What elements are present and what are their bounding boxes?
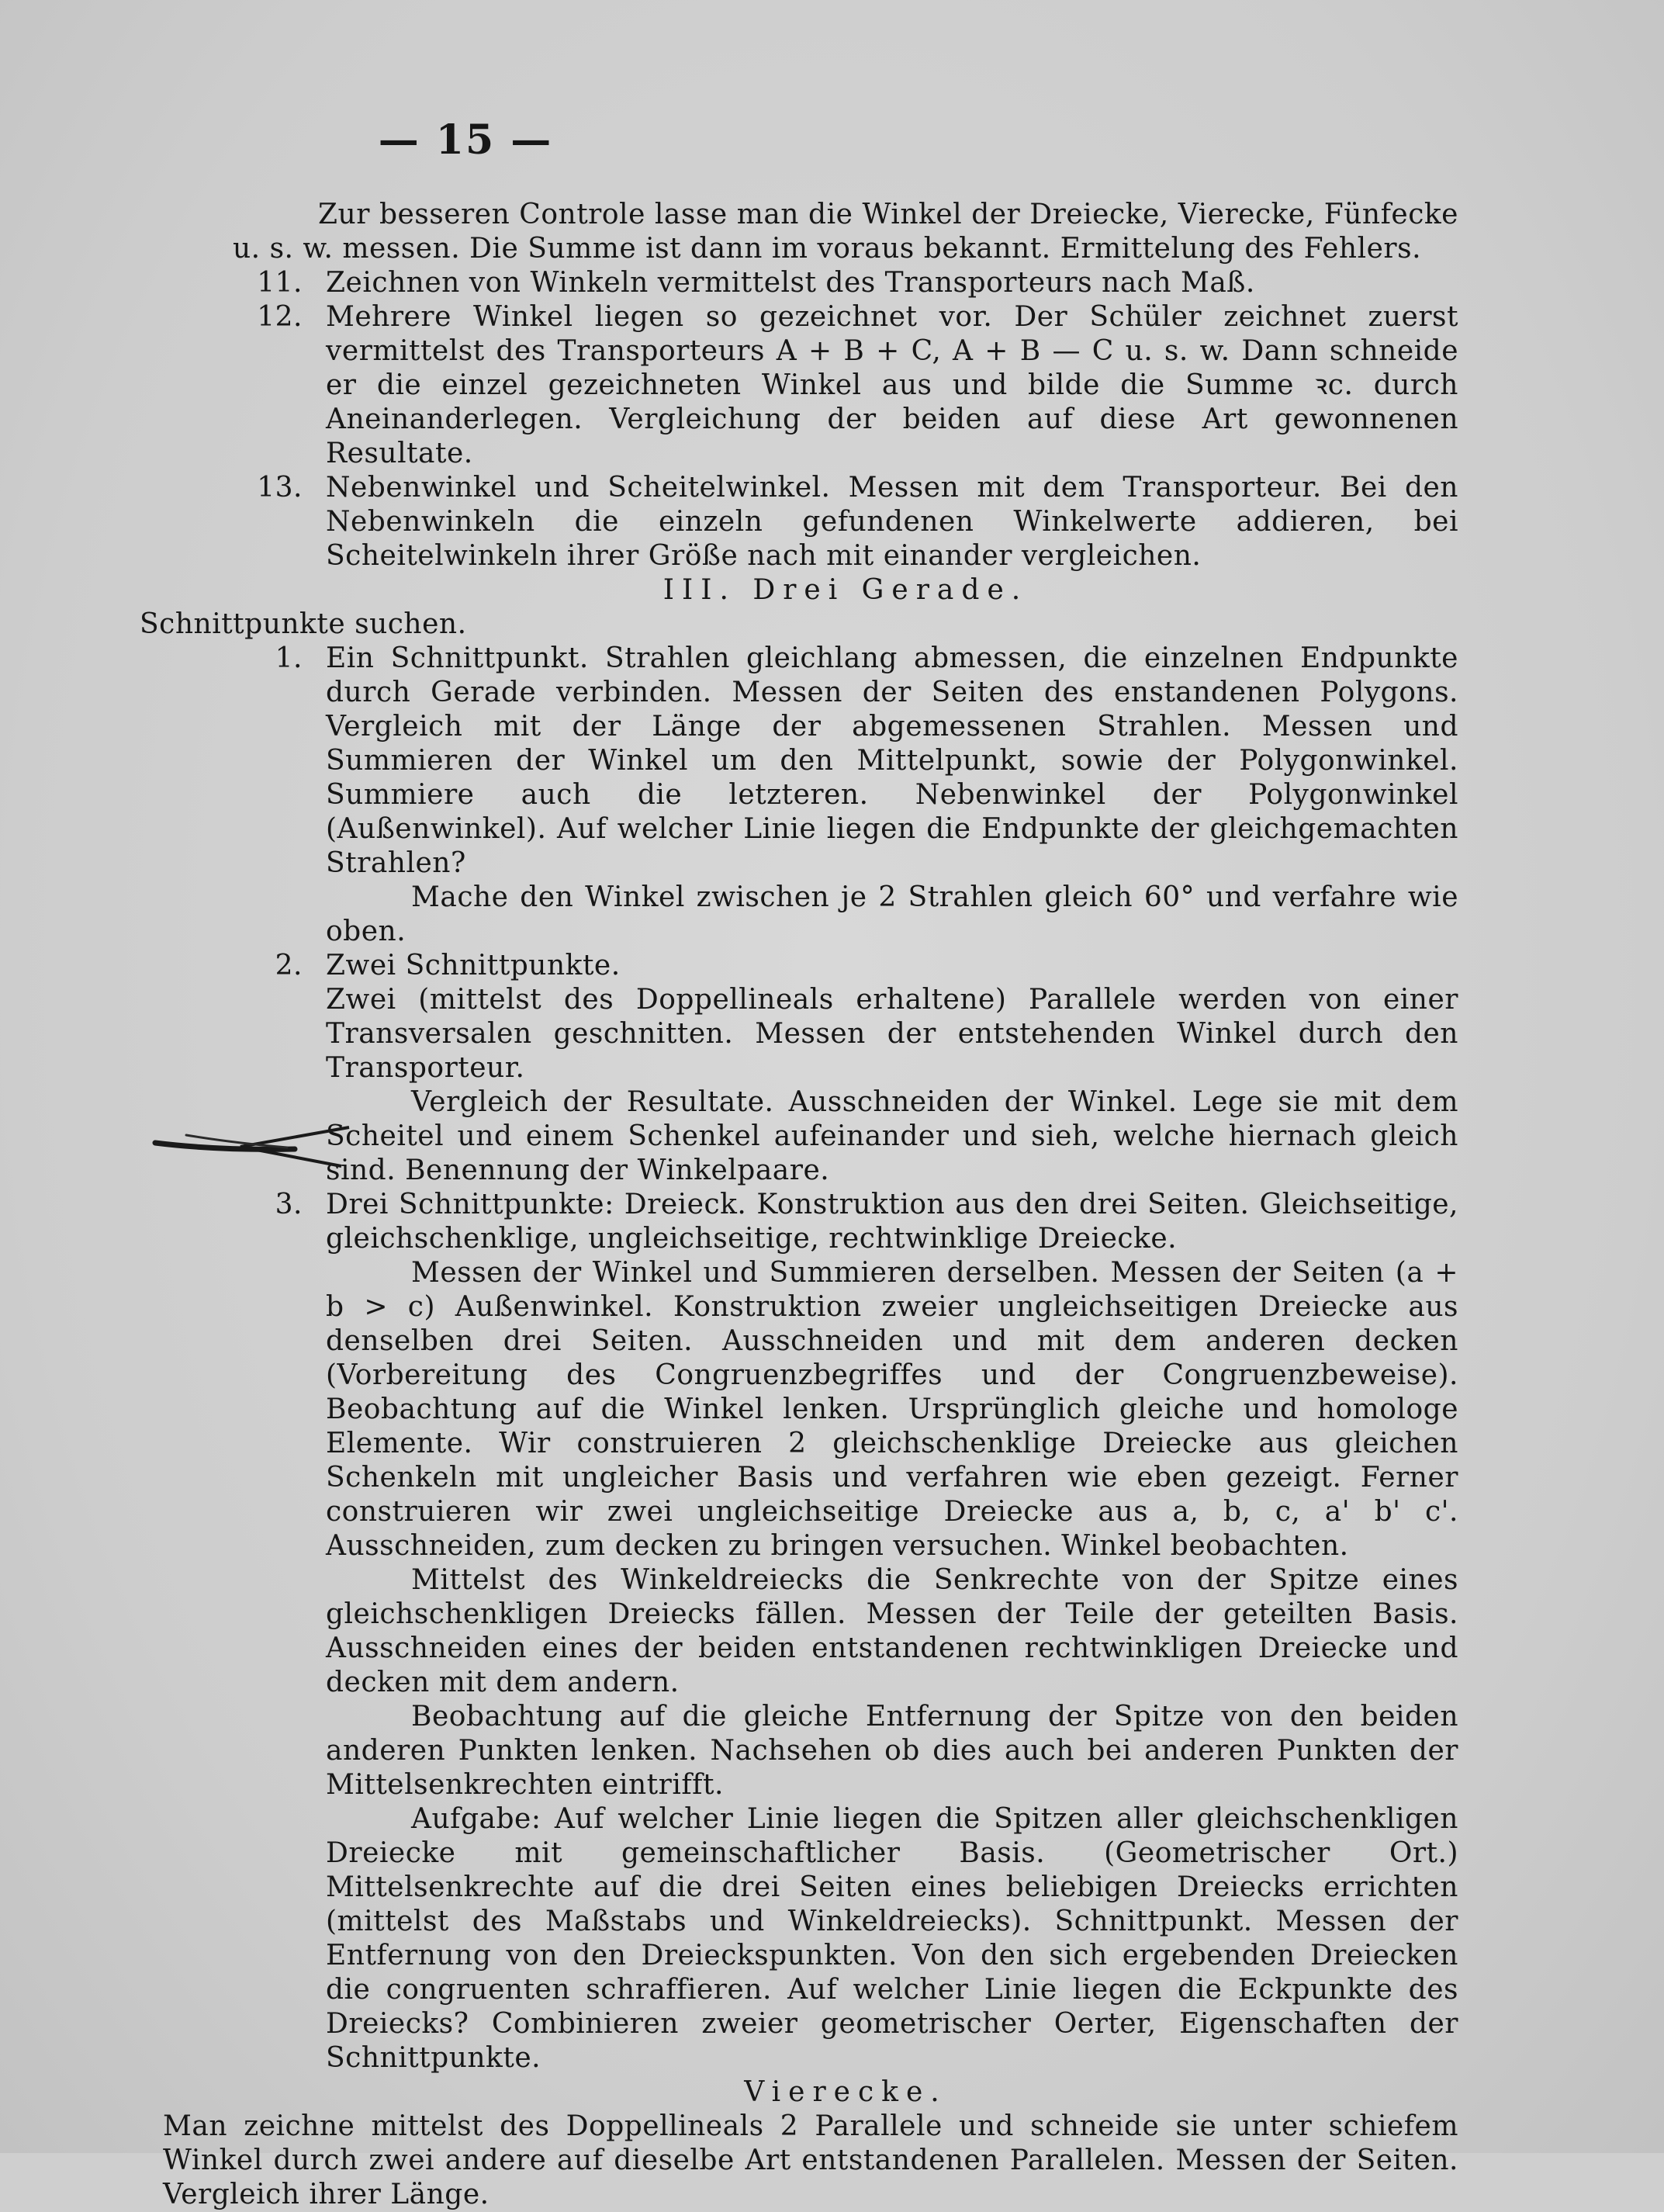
- vierecke-heading: Vierecke.: [744, 2076, 947, 2108]
- intro-paragraph: Zur besseren Controle lasse man die Winkel der Dreiecke, Vierecke, Fünfecke u. s. w. messen. Die Summe ist dann im voraus bekannt. Ermittelung des Fehlers.: [233, 199, 1458, 265]
- item-number: 3.: [275, 1189, 303, 1220]
- list-item: [233, 1188, 1458, 2075]
- item-text: Mehrere Winkel liegen so gezeichnet vor. Der Schüler zeichnet zuerst vermittelst des Transporteurs A + B + C, A + B — C u. s. w. Dann schneide er die einzel gezeichneten Winkel aus und bilde die Summe ꝛc. durch Aneinanderlegen. Vergleichung der beiden auf diese Art gewonnenen Resultate.: [326, 301, 1458, 469]
- page-body: [140, 198, 1458, 2212]
- item-paragraph: Mittelst des Winkeldreiecks die Senkrechte von der Spitze eines gleichschenkligen Dreiecks fällen. Messen der Teile der geteilten Basis. Ausschneiden eines der beiden entstandenen rechtwinkligen Dreiecke und decken mit dem andern.: [326, 1564, 1458, 1698]
- item-number: 2.: [275, 950, 303, 981]
- item-text: Nebenwinkel und Scheitelwinkel. Messen mit dem Transporteur. Bei den Nebenwinkeln die einzeln gefundenen Winkelwerte addieren, bei Scheitelwinkeln ihrer Größe nach mit einander vergleichen.: [326, 472, 1458, 572]
- item-text: Drei Schnittpunkte: Dreieck. Konstruktion aus den drei Seiten. Gleichseitige, gleichschenklige, ungleichseitige, rechtwinklige Dreiecke.: [326, 1189, 1458, 1255]
- list-item: [233, 266, 1458, 300]
- item-number: 13.: [257, 472, 303, 504]
- list-item: [233, 642, 1458, 949]
- item-number: 12.: [257, 301, 303, 333]
- item-number: 1.: [275, 642, 303, 674]
- item-paragraph: Messen der Winkel und Summieren derselben. Messen der Seiten (a + b > c) Außenwinkel. Konstruktion zweier ungleichseitigen Dreiecke aus denselben drei Seiten. Ausschneiden und mit dem anderen decken (Vorbereitung des Congruenzbegriffes und der Congruenzbeweise). Beobachtung auf die Winkel lenken. Ursprünglich gleiche und homologe Elemente. Wir construieren 2 gleichschenklige Dreiecke aus gleichen Schenkeln mit ungleicher Basis und verfahren wie eben gezeigt. Ferner construieren wir zwei ungleichseitige Dreiecke aus a, b, c, a' b' c'. Ausschneiden, zum decken zu bringen versuchen. Winkel beobachten.: [326, 1257, 1458, 1562]
- section-intro: Schnittpunkte suchen.: [140, 608, 467, 640]
- item-title: Zwei Schnittpunkte.: [326, 950, 621, 981]
- item-paragraph: Zwei (mittelst des Doppellineals erhaltene) Parallele werden von einer Transversalen geschnitten. Messen der entstehenden Winkel durch den Transporteur.: [326, 984, 1458, 1084]
- list-item: [233, 471, 1458, 573]
- page-number: — 15 —: [378, 116, 553, 164]
- item-text: Zeichnen von Winkeln vermittelst des Transporteurs nach Maß.: [326, 267, 1255, 299]
- section-heading: III. Drei Gerade.: [662, 574, 1029, 606]
- item-number: 11.: [257, 267, 303, 299]
- item-paragraph: Mache den Winkel zwischen je 2 Strahlen gleich 60° und verfahre wie oben.: [326, 881, 1458, 947]
- handwritten-arrow-mark: [140, 1120, 303, 1174]
- list-item: [233, 300, 1458, 471]
- item-paragraph: Vergleich der Resultate. Ausschneiden der Winkel. Lege sie mit dem Scheitel und einem Schenkel aufeinander und sieh, welche hiernach gleich sind. Benennung der Winkelpaare.: [326, 1086, 1458, 1186]
- list-item: [233, 949, 1458, 1188]
- item-paragraph: Beobachtung auf die gleiche Entfernung der Spitze von den beiden anderen Punkten lenken. Nachsehen ob dies auch bei anderen Punkten der Mittelsenkrechten eintrifft.: [326, 1701, 1458, 1801]
- item-paragraph: Aufgabe: Auf welcher Linie liegen die Spitzen aller gleichschenkligen Dreiecke mit gemeinschaftlicher Basis. (Geometrischer Ort.) Mittelsenkrechte auf die drei Seiten eines beliebigen Dreiecks errichten (mittelst des Maßstabs und Winkeldreiecks). Schnittpunkt. Messen der Entfernung von den Dreieckspunkten. Von den sich ergebenden Dreiecken die congruenten schraffieren. Auf welcher Linie liegen die Eckpunkte des Dreiecks? Combinieren zweier geometrischer Oerter, Eigenschaften der Schnittpunkte.: [326, 1803, 1458, 2074]
- item-text: Ein Schnittpunkt. Strahlen gleichlang abmessen, die einzelnen Endpunkte durch Gerade verbinden. Messen der Seiten des enstandenen Polygons. Vergleich mit der Länge der abgemessenen Strahlen. Messen und Summieren der Winkel um den Mittelpunkt, sowie der Polygonwinkel. Summiere auch die letzteren. Nebenwinkel der Polygonwinkel (Außenwinkel). Auf welcher Linie liegen die Endpunkte der gleichgemachten Strahlen?: [326, 642, 1458, 879]
- vierecke-paragraph: Man zeichne mittelst des Doppellineals 2 Parallele und schneide sie unter schiefem Winkel durch zwei andere auf dieselbe Art entstandenen Parallelen. Messen der Seiten. Vergleich ihrer Länge.: [163, 2110, 1458, 2210]
